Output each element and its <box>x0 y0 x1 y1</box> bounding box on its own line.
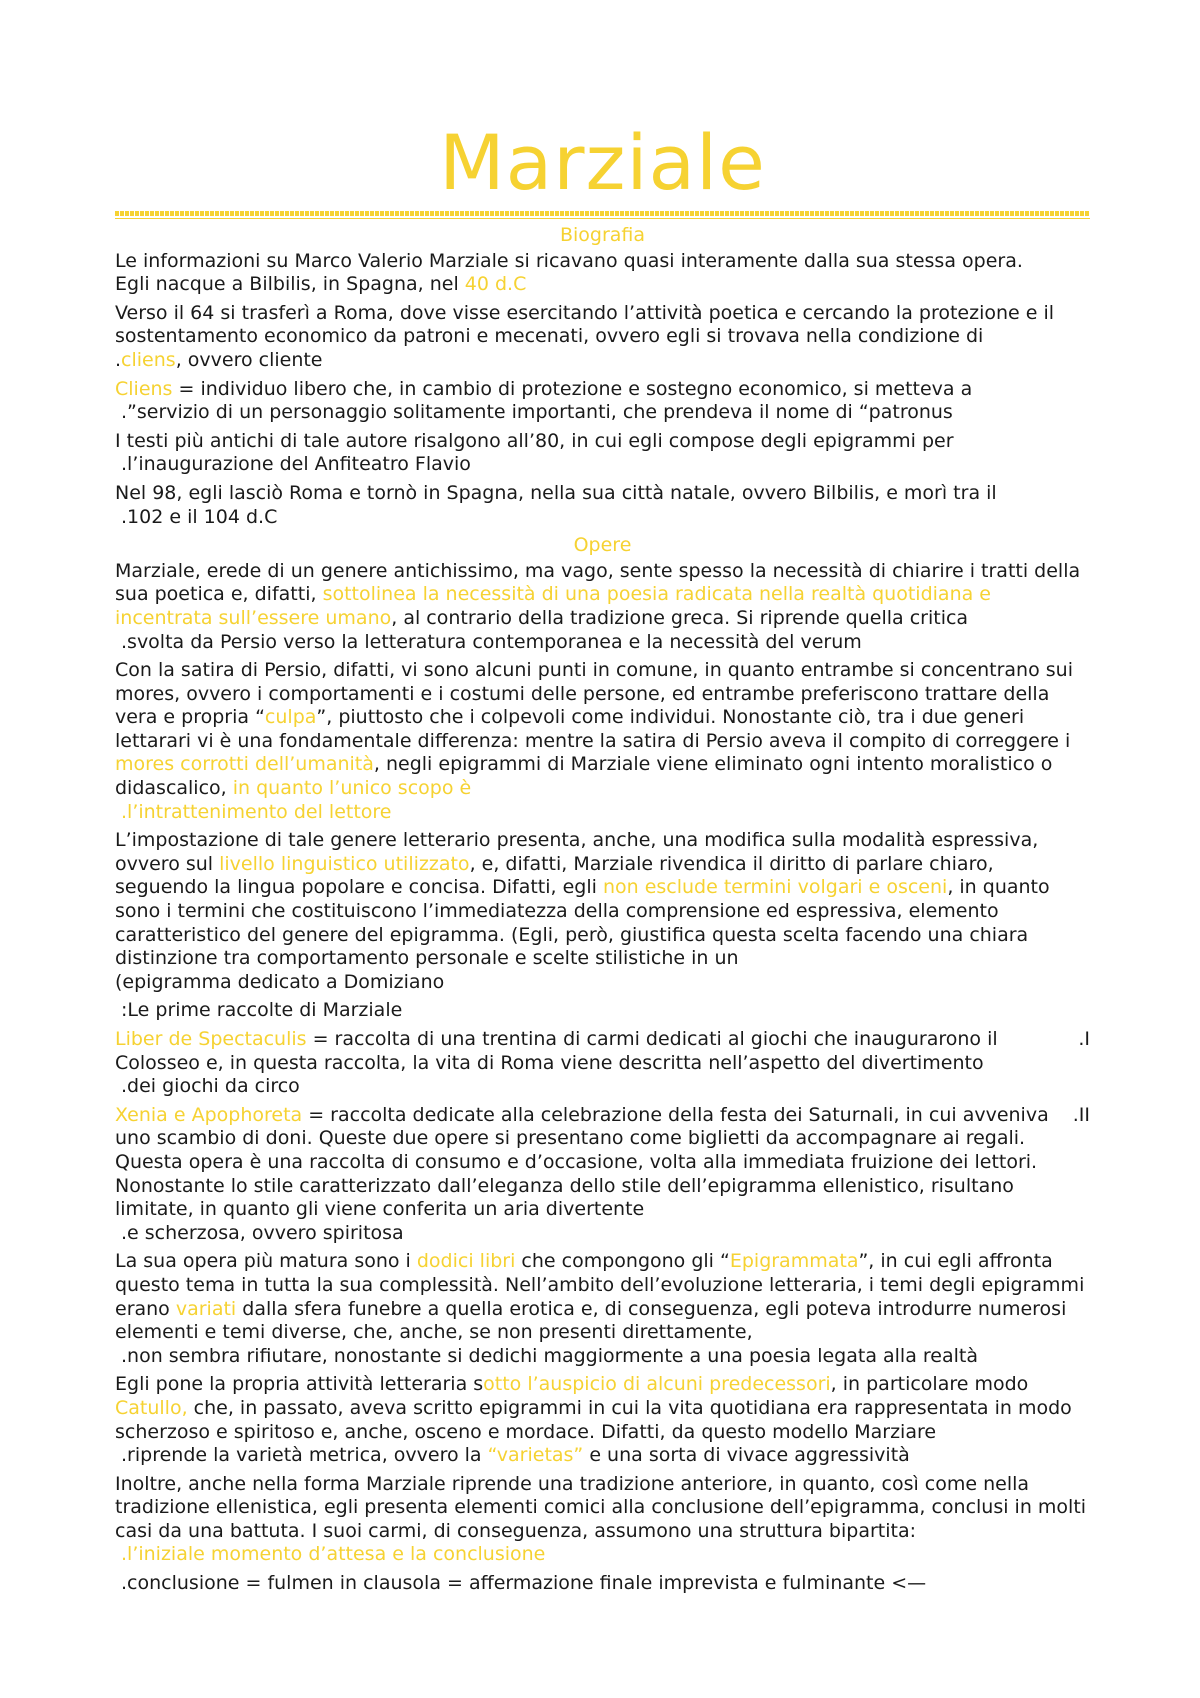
text-span: dalla sfera funebre a quella erotica e, di conseguenza, egli poteva introdurre numerosi elementi e temi diverse, che, anche, se non presenti direttamente, <box>115 1297 1067 1344</box>
text-line: .dei giochi da circo <box>121 1075 300 1098</box>
highlight-text: Cliens <box>115 377 173 400</box>
text-line: Verso il 64 si trasferì a Roma, dove visse esercitando l’attività poetica e cercando la protezione e il sostentamento economico da patroni e mecenati, ovvero egli si trovava nella condizione di <box>115 301 1055 348</box>
list-item <box>115 1028 1090 1099</box>
highlight-text: variati <box>175 1297 237 1320</box>
text-line: (epigramma dedicato a Domiziano <box>115 970 445 993</box>
section-heading-biografia: Biografia <box>559 224 646 246</box>
list-number: .II <box>1072 1103 1090 1126</box>
highlight-text: otto l’auspicio di alcuni predecessori <box>483 1373 831 1396</box>
text-span: = raccolta di una trentina di carmi dedicati al giochi che inaugurarono il Colosseo e, in questa raccolta, la vita di Roma viene descritta nell’aspetto del divertimento <box>115 1028 998 1074</box>
paragraph <box>115 378 1090 425</box>
highlight-text: cliens <box>121 348 176 371</box>
paragraph <box>115 659 1090 824</box>
list-item-text <box>115 1028 1052 1099</box>
text-line: .”servizio di un personaggio solitamente importanti, che prendeva il nome di “patronus <box>121 401 953 424</box>
text-span: ”, piuttosto che i colpevoli come individui. Nonostante ciò, tra i due generi lettarari vi è una fondamentale differenza: mentre la satira di Persio aveva il compito di correggere i <box>115 706 1071 752</box>
highlight-text: Epigrammata <box>729 1250 859 1273</box>
paragraph: .conclusione = fulmen in clausola = affermazione finale imprevista e fulminante <— <box>121 1572 927 1595</box>
highlight-text: mores corrotti dell’umanità <box>115 753 374 776</box>
text-line <box>115 273 1090 297</box>
document-body <box>115 224 1090 1601</box>
text-line: Nel 98, egli lasciò Roma e tornò in Spagna, nella sua città natale, ovvero Bilbilis, e morì tra il <box>115 481 997 504</box>
text-line: .non sembra rifiutare, nonostante si dedichi maggiormente a una poesia legata alla realtà <box>121 1344 978 1367</box>
highlight-text: culpa <box>264 706 317 729</box>
list-intro: :Le prime raccolte di Marziale <box>121 999 403 1022</box>
text-span: ”, in cui egli affronta questo tema in tutta la sua complessità. Nell’ambito dell’evoluzione letteraria, i temi degli epigrammi erano <box>115 1250 1085 1320</box>
text-span: , negli epigrammi di Marziale viene eliminato ogni intento moralistico o didascalico, <box>115 753 1053 800</box>
text-span: = raccolta dedicate alla celebrazione della festa dei Saturnali, in cui avveniva uno scambio di doni. Queste due opere si presentano come biglietti da accompagnare ai regali. Questa opera è una raccolta di consumo e d’occasione, volta alla immediata fruizione dei lettori. Nonostante lo stile caratterizzato dall’eleganza dello stile dell’epigramma ellenistico, risultano limitate, in quanto gli viene conferita un aria divertente <box>115 1103 1049 1221</box>
paragraph <box>115 1373 1090 1467</box>
text-span: .riprende la varietà metrica, ovvero la <box>121 1444 488 1467</box>
list-number: .I <box>1078 1028 1090 1050</box>
text-line <box>115 378 1090 402</box>
highlight-text: livello linguistico utilizzato <box>219 852 470 875</box>
highlight-text: 40 d.C <box>464 273 527 296</box>
paragraph <box>115 430 1090 477</box>
text-span: . <box>115 348 122 371</box>
text-line: .svolta da Persio verso la letteratura contemporanea e la necessità del verum <box>121 630 862 653</box>
highlight-text: non esclude termini volgari e osceni <box>602 876 948 899</box>
text-span: , in quanto sono i termini che costituiscono l’immediatezza della comprensione ed espressiva, elemento caratteristico del genere del epigramma. (Egli, però, giustifica questa scelta facendo una chiara distinzione tra comportamento personale e scelte stilistiche in un <box>115 876 1050 970</box>
text-line: Le informazioni su Marco Valerio Marziale si ricavano quasi interamente dalla sua stessa opera. <box>115 249 1023 272</box>
paragraph <box>115 250 1090 297</box>
highlight-text: in quanto l’unico scopo è <box>232 777 472 800</box>
paragraph <box>115 1250 1090 1368</box>
text-span: , e, difatti, Marziale rivendica il diritto di parlare chiaro, seguendo la lingua popolare e concisa. Difatti, egli <box>115 852 994 899</box>
text-span: Marziale, erede di un genere antichissimo, ma vago, sente spesso la necessità di chiarire i tratti della sua poetica e, difatti, <box>115 559 1081 606</box>
highlight-text: “varietas” <box>487 1444 584 1467</box>
text-span: , al contrario della tradizione greca. Si riprende quella critica <box>391 606 969 629</box>
text-span: , in particolare modo <box>830 1373 1029 1396</box>
highlight-text: .l’iniziale momento d’attesa e la conclusione <box>121 1543 546 1566</box>
highlight-text: .l’intrattenimento del lettore <box>121 800 392 823</box>
highlight-text: dodici libri <box>416 1250 516 1273</box>
title-divider <box>115 211 1090 216</box>
highlight-text: Liber de Spectaculis <box>115 1028 307 1050</box>
highlight-text: sottolinea la necessità di una poesia radicata nella realtà quotidiana e incentrata sull’essere umano <box>115 583 991 629</box>
highlight-text: Xenia e Apophoreta <box>115 1103 303 1126</box>
section-heading-opere: Opere <box>573 534 632 557</box>
text-span: che compongono gli “ <box>515 1250 730 1273</box>
text-line <box>115 1444 1090 1468</box>
text-span: , ovvero cliente <box>175 348 323 371</box>
text-span: che, in passato, aveva scritto epigrammi in cui la vita quotidiana era rappresentata in modo scherzoso e spiritoso e, anche, osceno e mordace. Difatti, da questo modello Marziare <box>115 1396 1072 1443</box>
text-line: .102 e il 104 d.C <box>121 505 278 528</box>
document-title: Marziale <box>439 118 766 207</box>
text-span: Egli pone la propria attività letteraria s <box>115 1373 484 1396</box>
title-divider-line <box>115 218 1090 219</box>
text-line <box>115 349 1090 373</box>
text-line: I testi più antichi di tale autore risalgono all’80, in cui egli compose degli epigrammi per <box>115 429 954 452</box>
paragraph <box>115 560 1090 654</box>
text-span: Inoltre, anche nella forma Marziale riprende una tradizione anteriore, in quanto, così come nella tradizione ellenistica, egli presenta elementi comici alla conclusione dell’epigramma, conclusi in molti casi da una battuta. I suoi carmi, di conseguenza, assumono una struttura bipartita: <box>115 1472 1087 1542</box>
paragraph <box>115 482 1090 529</box>
list-item-text <box>115 1104 1052 1246</box>
text-span: e una sorta di vivace aggressività <box>583 1444 910 1467</box>
text-span: Con la satira di Persio, difatti, vi sono alcuni punti in comune, in quanto entrambe si concentrano sui mores, ovvero i comportamenti e i costumi delle persone, ed entrambe preferiscono trattare della vera e propria “ <box>115 659 1073 729</box>
text-span: Egli nacque a Bilbilis, in Spagna, nel <box>115 273 465 296</box>
text-span: L’impostazione di tale genere letterario presenta, anche, una modifica sulla modalità espressiva, ovvero sul <box>115 829 1039 875</box>
list-item <box>115 1104 1090 1246</box>
text-line: .l’inaugurazione del Anfiteatro Flavio <box>121 453 471 476</box>
paragraph <box>115 829 1090 994</box>
text-span: = individuo libero che, in cambio di protezione e sostegno economico, si metteva a <box>172 377 973 400</box>
paragraph <box>115 1473 1090 1567</box>
text-span: La sua opera più matura sono i <box>115 1250 417 1273</box>
paragraph <box>115 302 1090 373</box>
text-line: .e scherzosa, ovvero spiritosa <box>121 1221 404 1244</box>
highlight-text: Catullo, <box>115 1396 188 1419</box>
